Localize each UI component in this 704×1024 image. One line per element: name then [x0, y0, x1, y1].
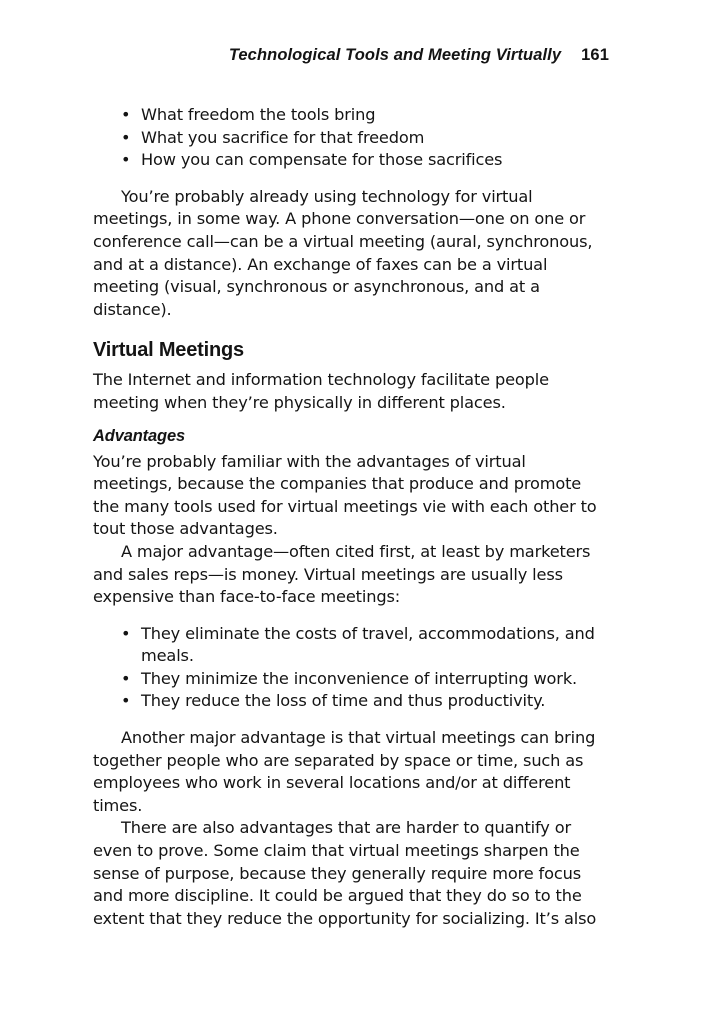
paragraph-section-intro: The Internet and information technology facilitate people meeting when they’re physically in different places. [93, 370, 549, 412]
list-item: • What you sacrifice for that freedom [93, 127, 609, 150]
paragraph-intro: You’re probably already using technology for virtual meetings, in some way. A phone conversation—one on one or conference call—can be a virtual meeting (aural, synchronous, and at a distance). An exchange of faxes can be a virtual meeting (visual, synchronous or asynchronous, and at a distance). [93, 186, 593, 319]
page-body [93, 104, 609, 930]
subheading-advantages: Advantages [93, 426, 186, 445]
paragraph-advantages: You’re probably familiar with the advantages of virtual meetings, because the companies that produce and promote the many tools used for virtual meetings vie with each other to tout those advantages. [93, 451, 597, 539]
paragraph-space-time: Another major advantage is that virtual meetings can bring together people who are separated by space or time, such as employees who work in several locations and/or at different times. [93, 728, 596, 815]
section-heading-virtual-meetings: Virtual Meetings [93, 339, 244, 362]
running-header-title: Technological Tools and Meeting Virtually [228, 46, 562, 64]
paragraph-intangible: There are also advantages that are harder to quantify or even to prove. Some claim that virtual meetings sharpen the sense of purpose, because they generally require more focus and more discipline. It could be argued that they do so to the extent that they reduce the opportunity for socializing. It’s also [93, 818, 597, 928]
list-item: • How you can compensate for those sacrifices [93, 149, 609, 172]
paragraph-money: A major advantage—often cited first, at least by marketers and sales reps—is money. Virtual meetings are usually less expensive than face-to-face meetings: [93, 541, 591, 607]
running-header [93, 46, 609, 65]
list-item: • They minimize the inconvenience of interrupting work. [93, 668, 609, 691]
page-number: 161 [581, 46, 609, 64]
bullet-list-tools [93, 104, 609, 172]
list-item: • They eliminate the costs of travel, accommodations, and meals. [93, 623, 609, 668]
bullet-list-costs [93, 623, 609, 713]
list-item: • What freedom the tools bring [93, 104, 609, 127]
list-item: • They reduce the loss of time and thus productivity. [93, 690, 609, 713]
